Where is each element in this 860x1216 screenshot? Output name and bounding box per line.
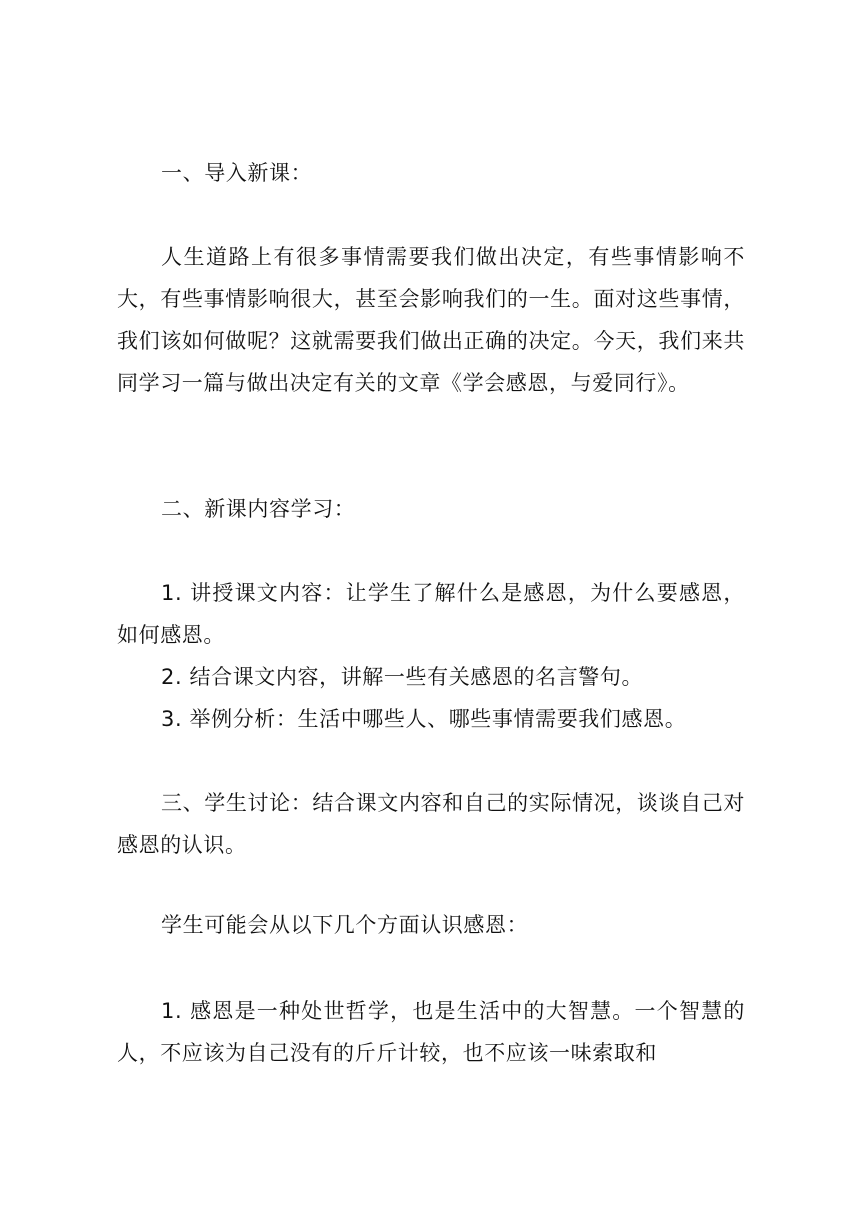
section-1-heading: 一、导入新课： <box>161 161 313 185</box>
section-3-item-1: 1. 感恩是一种处世哲学，也是生活中的大智慧。一个智慧的人，不应该为自己没有的斤斤计较，也不应该一味索取和 <box>117 999 745 1065</box>
section-3-intro: 学生可能会从以下几个方面认识感恩： <box>161 913 529 937</box>
section-1-body: 人生道路上有很多事情需要我们做出决定，有些事情影响不大，有些事情影响很大，甚至会影响我们的一生。面对这些事情，我们该如何做呢？这就需要我们做出正确的决定。今天，我们来共同学习一篇与做出决定有关的文章《学会感恩，与爱同行》。 <box>117 245 745 395</box>
section-2-heading: 二、新课内容学习： <box>161 497 356 521</box>
section-2-item-1: 1. 讲授课文内容：让学生了解什么是感恩，为什么要感恩，如何感恩。 <box>117 581 745 647</box>
section-2-item-2: 2. 结合课文内容，讲解一些有关感恩的名言警句。 <box>161 665 644 689</box>
section-3-heading: 三、学生讨论：结合课文内容和自己的实际情况，谈谈自己对感恩的认识。 <box>117 791 745 857</box>
section-2-item-3: 3. 举例分析：生活中哪些人、哪些事情需要我们感恩。 <box>161 707 687 731</box>
